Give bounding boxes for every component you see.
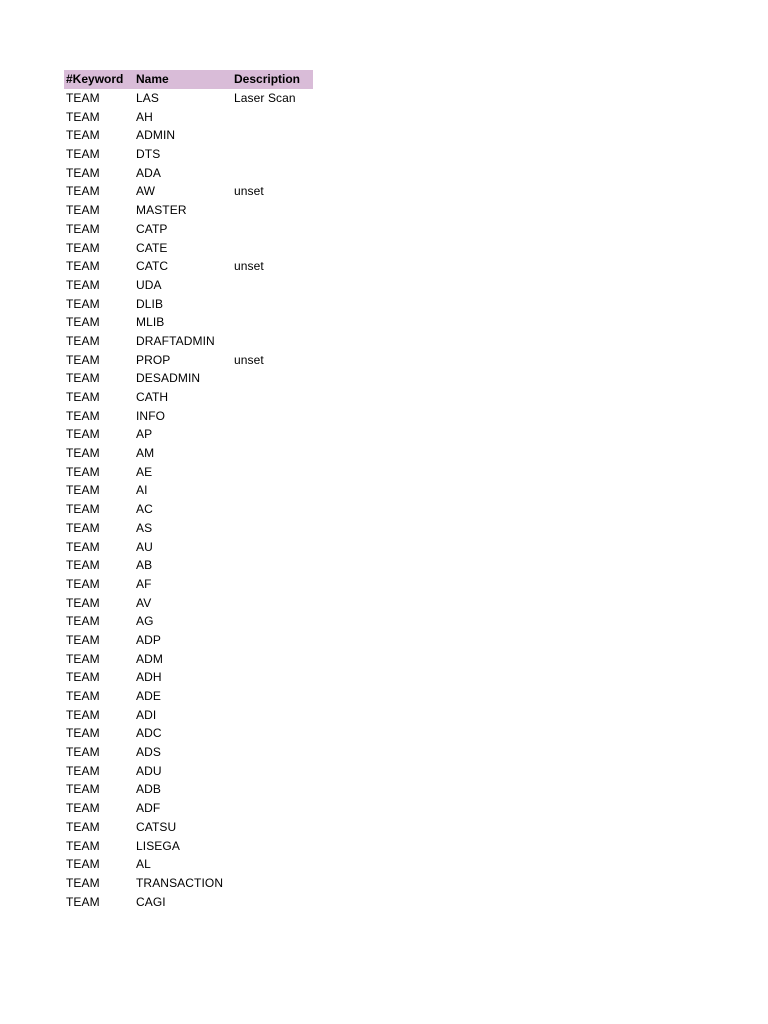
cell-name: TRANSACTION bbox=[136, 875, 224, 890]
header-keyword: #Keyword bbox=[64, 70, 134, 89]
cell-name: CATC bbox=[136, 259, 169, 274]
table-row bbox=[64, 705, 313, 724]
cell-keyword: TEAM bbox=[66, 259, 100, 274]
cell-description bbox=[232, 519, 313, 538]
cell-keyword: TEAM bbox=[66, 483, 100, 498]
table-row bbox=[64, 687, 313, 706]
cell-keyword: TEAM bbox=[66, 296, 100, 311]
cell-keyword: TEAM bbox=[66, 147, 100, 162]
table-row bbox=[64, 294, 313, 313]
cell-name: AI bbox=[136, 483, 148, 498]
cell-keyword: TEAM bbox=[66, 109, 100, 124]
table-row bbox=[64, 500, 313, 519]
cell-description bbox=[232, 163, 313, 182]
table-row bbox=[64, 145, 313, 164]
cell-keyword: TEAM bbox=[66, 670, 100, 685]
cell-keyword: TEAM bbox=[66, 632, 100, 647]
table-row bbox=[64, 519, 313, 538]
cell-name: CAGI bbox=[136, 894, 166, 909]
cell-name: AF bbox=[136, 576, 152, 591]
table-row bbox=[64, 89, 313, 108]
table-row bbox=[64, 369, 313, 388]
cell-description bbox=[232, 575, 313, 594]
cell-name: DLIB bbox=[136, 296, 164, 311]
cell-name: MASTER bbox=[136, 203, 187, 218]
table-row bbox=[64, 537, 313, 556]
table-row bbox=[64, 556, 313, 575]
cell-name: ADA bbox=[136, 165, 161, 180]
table-row bbox=[64, 799, 313, 818]
cell-description bbox=[232, 836, 313, 855]
cell-description bbox=[232, 444, 313, 463]
cell-name: ADF bbox=[136, 801, 161, 816]
cell-keyword: TEAM bbox=[66, 315, 100, 330]
cell-keyword: TEAM bbox=[66, 390, 100, 405]
table-body bbox=[64, 89, 313, 911]
cell-keyword: TEAM bbox=[66, 689, 100, 704]
cell-name: MLIB bbox=[136, 315, 165, 330]
table-row bbox=[64, 444, 313, 463]
table-row bbox=[64, 406, 313, 425]
cell-name: AS bbox=[136, 520, 153, 535]
cell-description bbox=[232, 332, 313, 351]
cell-description bbox=[232, 556, 313, 575]
cell-name: AH bbox=[136, 109, 153, 124]
cell-name: AC bbox=[136, 502, 153, 517]
header-name: Name bbox=[134, 70, 232, 89]
table-row bbox=[64, 724, 313, 743]
table-row bbox=[64, 332, 313, 351]
cell-keyword: TEAM bbox=[66, 502, 100, 517]
table-row bbox=[64, 649, 313, 668]
cell-keyword: TEAM bbox=[66, 277, 100, 292]
cell-name: AM bbox=[136, 446, 155, 461]
cell-description bbox=[232, 145, 313, 164]
cell-description bbox=[232, 220, 313, 239]
table-row bbox=[64, 612, 313, 631]
table-row bbox=[64, 575, 313, 594]
table-row bbox=[64, 855, 313, 874]
cell-description bbox=[232, 593, 313, 612]
cell-keyword: TEAM bbox=[66, 184, 100, 199]
cell-name: CATE bbox=[136, 240, 168, 255]
cell-name: ADI bbox=[136, 707, 157, 722]
cell-description bbox=[232, 500, 313, 519]
table-row bbox=[64, 238, 313, 257]
team-keyword-table bbox=[64, 70, 313, 911]
cell-description bbox=[232, 238, 313, 257]
table-row bbox=[64, 182, 313, 201]
table-row bbox=[64, 462, 313, 481]
cell-description bbox=[232, 481, 313, 500]
cell-description bbox=[232, 743, 313, 762]
table-row bbox=[64, 313, 313, 332]
cell-description bbox=[232, 687, 313, 706]
cell-keyword: TEAM bbox=[66, 614, 100, 629]
cell-name: ADMIN bbox=[136, 128, 176, 143]
table-row bbox=[64, 631, 313, 650]
cell-description bbox=[232, 462, 313, 481]
cell-keyword: TEAM bbox=[66, 91, 100, 106]
cell-keyword: TEAM bbox=[66, 558, 100, 573]
cell-keyword: TEAM bbox=[66, 371, 100, 386]
table-row bbox=[64, 220, 313, 239]
cell-name: LAS bbox=[136, 91, 159, 106]
cell-description bbox=[232, 612, 313, 631]
cell-description bbox=[232, 874, 313, 893]
table-row bbox=[64, 126, 313, 145]
table-row bbox=[64, 425, 313, 444]
cell-keyword: TEAM bbox=[66, 894, 100, 909]
cell-keyword: TEAM bbox=[66, 707, 100, 722]
cell-keyword: TEAM bbox=[66, 427, 100, 442]
cell-name: CATSU bbox=[136, 819, 177, 834]
cell-name: ADE bbox=[136, 689, 161, 704]
cell-name: ADM bbox=[136, 651, 163, 666]
cell-name: ADS bbox=[136, 745, 161, 760]
cell-name: AU bbox=[136, 539, 153, 554]
table-row bbox=[64, 743, 313, 762]
cell-name: INFO bbox=[136, 408, 166, 423]
cell-description bbox=[232, 780, 313, 799]
cell-description: unset bbox=[234, 259, 264, 274]
cell-description bbox=[232, 631, 313, 650]
cell-name: CATH bbox=[136, 390, 169, 405]
cell-description bbox=[232, 799, 313, 818]
cell-description bbox=[232, 425, 313, 444]
table-row bbox=[64, 892, 313, 911]
header-row bbox=[64, 70, 313, 89]
cell-description bbox=[232, 201, 313, 220]
cell-name: AW bbox=[136, 184, 156, 199]
cell-description bbox=[232, 126, 313, 145]
cell-name: UDA bbox=[136, 277, 162, 292]
cell-name: AE bbox=[136, 464, 153, 479]
cell-keyword: TEAM bbox=[66, 539, 100, 554]
cell-keyword: TEAM bbox=[66, 763, 100, 778]
table-row bbox=[64, 780, 313, 799]
cell-description bbox=[232, 668, 313, 687]
cell-name: DESADMIN bbox=[136, 371, 201, 386]
table-row bbox=[64, 201, 313, 220]
cell-keyword: TEAM bbox=[66, 651, 100, 666]
cell-description bbox=[232, 537, 313, 556]
table-row bbox=[64, 818, 313, 837]
table-row bbox=[64, 107, 313, 126]
cell-keyword: TEAM bbox=[66, 408, 100, 423]
table-row bbox=[64, 350, 313, 369]
table-row bbox=[64, 761, 313, 780]
cell-keyword: TEAM bbox=[66, 333, 100, 348]
table-row bbox=[64, 388, 313, 407]
cell-description bbox=[232, 107, 313, 126]
table-row bbox=[64, 481, 313, 500]
cell-name: DTS bbox=[136, 147, 161, 162]
cell-name: PROP bbox=[136, 352, 171, 367]
cell-name: LISEGA bbox=[136, 838, 180, 853]
cell-description: unset bbox=[234, 352, 264, 367]
table-row bbox=[64, 593, 313, 612]
cell-keyword: TEAM bbox=[66, 520, 100, 535]
cell-description bbox=[232, 406, 313, 425]
cell-description bbox=[232, 705, 313, 724]
cell-keyword: TEAM bbox=[66, 576, 100, 591]
cell-keyword: TEAM bbox=[66, 446, 100, 461]
cell-description bbox=[232, 369, 313, 388]
cell-keyword: TEAM bbox=[66, 128, 100, 143]
cell-name: ADB bbox=[136, 782, 161, 797]
cell-keyword: TEAM bbox=[66, 745, 100, 760]
cell-name: ADC bbox=[136, 726, 162, 741]
cell-name: AV bbox=[136, 595, 152, 610]
cell-keyword: TEAM bbox=[66, 221, 100, 236]
cell-description bbox=[232, 892, 313, 911]
cell-description bbox=[232, 855, 313, 874]
table-row bbox=[64, 257, 313, 276]
cell-keyword: TEAM bbox=[66, 801, 100, 816]
cell-description: unset bbox=[234, 184, 264, 199]
cell-name: ADP bbox=[136, 632, 161, 647]
cell-name: ADH bbox=[136, 670, 162, 685]
cell-name: DRAFTADMIN bbox=[136, 333, 215, 348]
cell-name: ADU bbox=[136, 763, 162, 778]
table-row bbox=[64, 874, 313, 893]
cell-name: AB bbox=[136, 558, 153, 573]
cell-name: AG bbox=[136, 614, 154, 629]
cell-description bbox=[232, 818, 313, 837]
cell-keyword: TEAM bbox=[66, 857, 100, 872]
cell-name: AP bbox=[136, 427, 153, 442]
cell-name: CATP bbox=[136, 221, 168, 236]
cell-keyword: TEAM bbox=[66, 782, 100, 797]
table-row bbox=[64, 276, 313, 295]
cell-keyword: TEAM bbox=[66, 726, 100, 741]
cell-description bbox=[232, 388, 313, 407]
cell-description bbox=[232, 294, 313, 313]
cell-keyword: TEAM bbox=[66, 838, 100, 853]
cell-keyword: TEAM bbox=[66, 352, 100, 367]
cell-keyword: TEAM bbox=[66, 240, 100, 255]
cell-keyword: TEAM bbox=[66, 819, 100, 834]
table-header bbox=[64, 70, 313, 89]
cell-keyword: TEAM bbox=[66, 464, 100, 479]
cell-description: Laser Scan bbox=[234, 91, 296, 106]
cell-keyword: TEAM bbox=[66, 595, 100, 610]
table-row bbox=[64, 836, 313, 855]
cell-description bbox=[232, 761, 313, 780]
cell-description bbox=[232, 724, 313, 743]
header-description: Description bbox=[232, 70, 313, 89]
cell-keyword: TEAM bbox=[66, 203, 100, 218]
cell-description bbox=[232, 649, 313, 668]
cell-description bbox=[232, 313, 313, 332]
cell-name: AL bbox=[136, 857, 151, 872]
cell-keyword: TEAM bbox=[66, 875, 100, 890]
table-row bbox=[64, 163, 313, 182]
table-row bbox=[64, 668, 313, 687]
cell-keyword: TEAM bbox=[66, 165, 100, 180]
cell-description bbox=[232, 276, 313, 295]
